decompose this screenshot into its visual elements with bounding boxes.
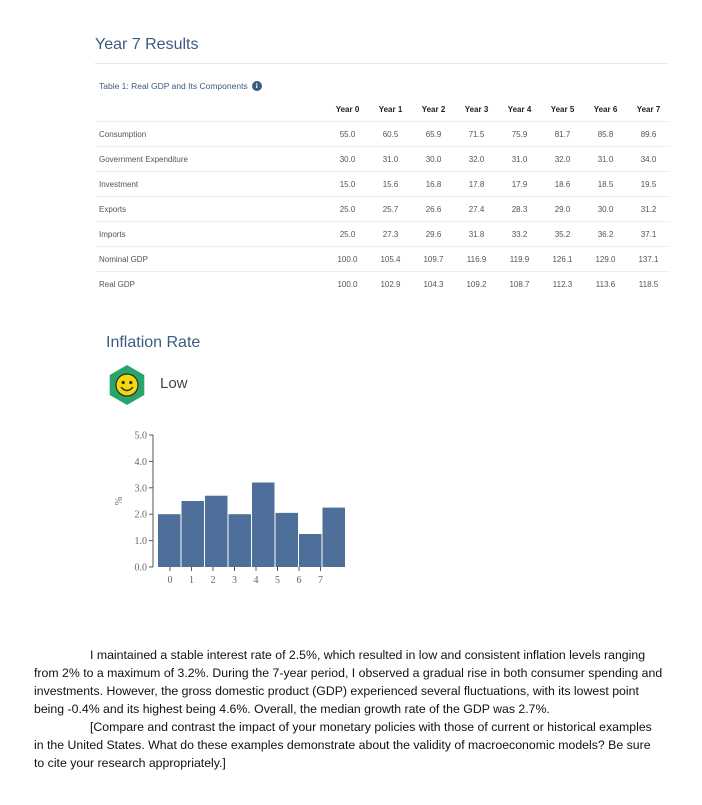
col-header: Year 4	[507, 104, 532, 114]
y-tick-label: 5.0	[134, 430, 147, 442]
table-cell: 100.0	[326, 272, 369, 297]
col-header: Year 7	[636, 104, 661, 114]
table-row	[96, 197, 670, 222]
col-header: Year 5	[550, 104, 575, 114]
table-cell: 18.6	[541, 172, 584, 197]
table-cell: 109.2	[455, 272, 498, 297]
table-cell: 126.1	[541, 247, 584, 272]
table-cell: 108.7	[498, 272, 541, 297]
table-cell: 31.0	[498, 147, 541, 172]
table-cell: 129.0	[584, 247, 627, 272]
table-cell: 109.7	[412, 247, 455, 272]
table-cell: 26.6	[412, 197, 455, 222]
table-cell: 31.8	[455, 222, 498, 247]
bar	[229, 514, 252, 567]
bar	[276, 513, 299, 567]
table-cell: 29.0	[541, 197, 584, 222]
table-header-blank	[96, 97, 326, 122]
table-row	[96, 272, 670, 297]
col-header: Year 1	[378, 104, 403, 114]
table-cell: 119.9	[498, 247, 541, 272]
table-cell: 116.9	[455, 247, 498, 272]
table-cell: 28.3	[498, 197, 541, 222]
table-row	[96, 147, 670, 172]
table-cell: 30.0	[326, 147, 369, 172]
bar	[323, 508, 346, 567]
bar	[299, 534, 322, 567]
table-cell: 15.0	[326, 172, 369, 197]
table-cell: 27.4	[455, 197, 498, 222]
row-label: Consumption	[96, 122, 326, 147]
info-icon[interactable]: i	[252, 81, 262, 91]
table-cell: 16.8	[412, 172, 455, 197]
table-cell: 29.6	[412, 222, 455, 247]
x-tick-label: 6	[296, 575, 302, 586]
y-tick-label: 3.0	[134, 483, 147, 495]
row-label: Real GDP	[96, 272, 326, 297]
x-tick-label: 4	[253, 575, 259, 586]
table-cell: 102.9	[369, 272, 412, 297]
bar	[182, 501, 205, 567]
table-cell: 104.3	[412, 272, 455, 297]
x-tick-label: 5	[275, 575, 280, 586]
row-label: Government Expenditure	[96, 147, 326, 172]
inflation-title: Inflation Rate	[106, 334, 201, 351]
x-tick-label: 7	[318, 575, 323, 586]
y-tick-label: 1.0	[134, 536, 147, 548]
y-tick-label: 4.0	[134, 456, 147, 468]
table-cell: 25.0	[326, 197, 369, 222]
inflation-status-badge	[106, 364, 148, 406]
table-cell: 113.6	[584, 272, 627, 297]
table-cell: 32.0	[541, 147, 584, 172]
col-header: Year 0	[335, 104, 360, 114]
table-row	[96, 122, 670, 147]
table-cell: 25.0	[326, 222, 369, 247]
table-caption-text: Table 1: Real GDP and Its Components	[99, 81, 248, 91]
x-tick-label: 0	[167, 575, 173, 586]
table-cell: 19.5	[627, 172, 670, 197]
table-row	[96, 247, 670, 272]
essay-paragraph-2: [Compare and contrast the impact of your monetary policies with those of current or historical examples in the United States. What do these examples demonstrate about the validity of macroeconomic models? Be sure to cite your research appropriately.]	[34, 720, 652, 770]
table-cell: 81.7	[541, 122, 584, 147]
col-header: Year 2	[421, 104, 446, 114]
gdp-components-table	[96, 97, 670, 296]
row-label: Nominal GDP	[96, 247, 326, 272]
table-cell: 17.9	[498, 172, 541, 197]
col-header: Year 3	[464, 104, 489, 114]
table-cell: 25.7	[369, 197, 412, 222]
inflation-status-label: Low	[160, 375, 188, 392]
table-row	[96, 172, 670, 197]
table-cell: 60.5	[369, 122, 412, 147]
table-cell: 31.2	[627, 197, 670, 222]
essay-paragraph-1: I maintained a stable interest rate of 2.5%, which resulted in low and consistent inflation levels ranging from 2% to a maximum of 3.2%. During the 7-year period, I observed a gradual rise in both consumer spending and investments. However, the gross domestic product (GDP) experienced several fluctuations, with its lowest point being -0.4% and its highest being 4.6%. Overall, the median growth rate of the GDP was 2.7%.	[34, 648, 663, 716]
table-row	[96, 222, 670, 247]
x-tick-label: 1	[189, 575, 194, 586]
bar	[252, 483, 275, 567]
table-cell: 85.8	[584, 122, 627, 147]
results-title: Year 7 Results	[95, 36, 199, 53]
table-cell: 118.5	[627, 272, 670, 297]
smiley-face-icon	[116, 374, 138, 396]
table-cell: 100.0	[326, 247, 369, 272]
table-cell: 65.9	[412, 122, 455, 147]
row-label: Imports	[96, 222, 326, 247]
y-tick-label: 2.0	[134, 509, 147, 521]
table-cell: 32.0	[455, 147, 498, 172]
essay-text	[34, 646, 664, 772]
table-cell: 17.8	[455, 172, 498, 197]
table-cell: 30.0	[412, 147, 455, 172]
table-cell: 36.2	[584, 222, 627, 247]
row-label: Exports	[96, 197, 326, 222]
table-cell: 18.5	[584, 172, 627, 197]
table-cell: 105.4	[369, 247, 412, 272]
table-cell: 15.6	[369, 172, 412, 197]
table-header-row	[96, 97, 670, 122]
table-cell: 89.6	[627, 122, 670, 147]
table-cell: 55.0	[326, 122, 369, 147]
table-cell: 30.0	[584, 197, 627, 222]
row-label: Investment	[96, 172, 326, 197]
x-tick-label: 2	[210, 575, 216, 586]
table-caption	[99, 81, 262, 91]
table-cell: 34.0	[627, 147, 670, 172]
inflation-bar-chart	[100, 420, 360, 595]
table-cell: 37.1	[627, 222, 670, 247]
table-cell: 137.1	[627, 247, 670, 272]
title-divider	[95, 63, 667, 64]
y-tick-label: 0.0	[134, 562, 147, 574]
table-cell: 71.5	[455, 122, 498, 147]
bar	[158, 514, 181, 567]
table-cell: 112.3	[541, 272, 584, 297]
col-header: Year 6	[593, 104, 618, 114]
table-cell: 33.2	[498, 222, 541, 247]
table-cell: 35.2	[541, 222, 584, 247]
table-cell: 31.0	[369, 147, 412, 172]
table-cell: 31.0	[584, 147, 627, 172]
y-axis-label: %	[114, 496, 125, 506]
table-cell: 75.9	[498, 122, 541, 147]
table-cell: 27.3	[369, 222, 412, 247]
x-tick-label: 3	[232, 575, 237, 586]
bar	[205, 496, 228, 567]
